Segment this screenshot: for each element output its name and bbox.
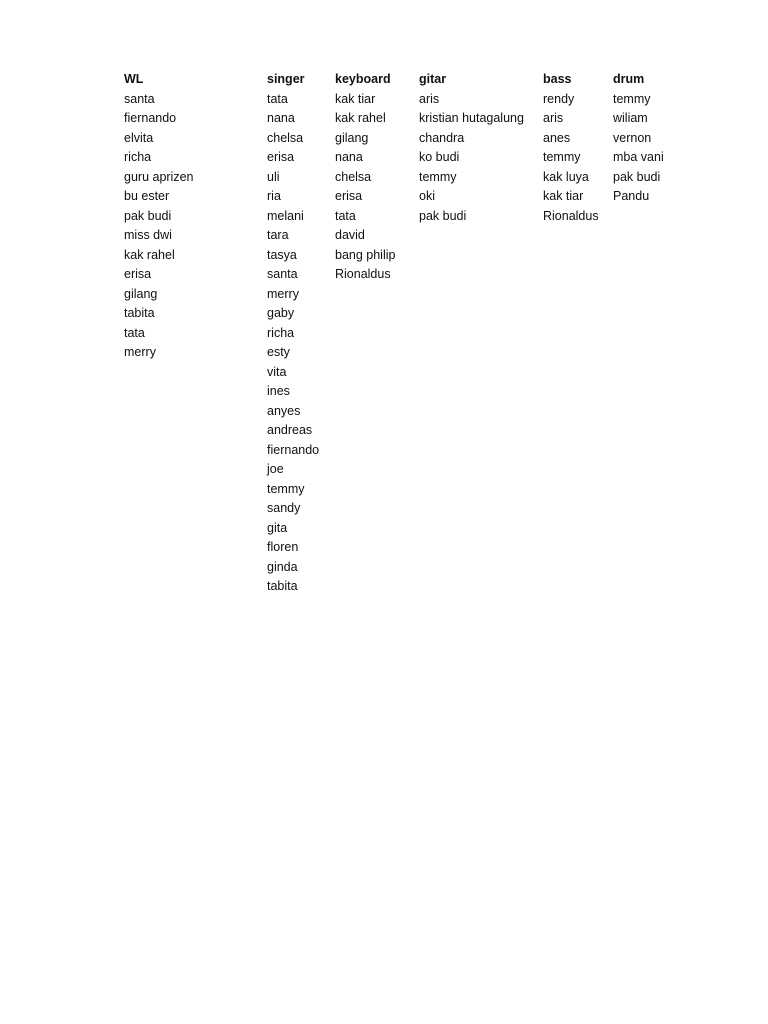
name-cell: anyes xyxy=(267,403,301,418)
name-cell: Rionaldus xyxy=(543,208,599,223)
name-cell: kristian hutagalung xyxy=(419,111,524,125)
name-cell: gaby xyxy=(267,306,295,320)
name-cell: andreas xyxy=(267,423,313,437)
name-cell: pak budi xyxy=(613,169,661,184)
name-cell: tabita xyxy=(124,306,155,320)
name-cell: tara xyxy=(267,228,289,242)
name-cell: pak budi xyxy=(124,208,172,223)
name-cell: guru aprizen xyxy=(124,169,194,184)
name-cell: chelsa xyxy=(335,169,372,184)
name-cell: kak tiar xyxy=(335,91,376,106)
name-cell: aris xyxy=(543,111,564,125)
name-cell: kak tiar xyxy=(543,189,584,203)
column-header: bass xyxy=(543,72,572,86)
name-cell: rendy xyxy=(543,91,575,106)
name-cell: Rionaldus xyxy=(335,267,391,281)
name-cell: tasya xyxy=(267,247,297,262)
name-cell: aris xyxy=(419,91,440,106)
name-cell: sandy xyxy=(267,501,301,515)
name-cell: temmy xyxy=(613,91,651,106)
name-cell: floren xyxy=(267,540,299,554)
column-bass xyxy=(543,70,599,226)
name-cell: temmy xyxy=(543,150,581,164)
column-header: keyboard xyxy=(335,72,391,86)
name-cell: mba vani xyxy=(613,150,664,164)
name-cell: merry xyxy=(267,286,299,301)
column-keyboard xyxy=(335,70,395,285)
name-cell: kak rahel xyxy=(335,111,386,125)
name-cell: miss dwi xyxy=(124,228,172,242)
name-cell: bu ester xyxy=(124,189,170,203)
name-cell: melani xyxy=(267,208,304,223)
name-cell: santa xyxy=(267,267,298,281)
name-cell: chelsa xyxy=(267,130,304,145)
name-cell: temmy xyxy=(419,169,457,184)
name-cell: erisa xyxy=(335,189,363,203)
name-cell: vernon xyxy=(613,130,652,145)
name-cell: erisa xyxy=(124,267,152,281)
name-cell: Pandu xyxy=(613,189,650,203)
column-wl xyxy=(124,70,194,363)
name-cell: erisa xyxy=(267,150,295,164)
name-cell: kak luya xyxy=(543,169,589,184)
name-cell: uli xyxy=(267,169,280,184)
column-header: WL xyxy=(124,72,144,86)
name-cell: oki xyxy=(419,189,435,203)
column-header: drum xyxy=(613,72,645,86)
name-cell: richa xyxy=(267,325,295,340)
name-cell: merry xyxy=(124,345,156,359)
name-cell: joe xyxy=(267,462,284,476)
name-cell: anes xyxy=(543,130,571,145)
name-cell: richa xyxy=(124,150,152,164)
column-header: singer xyxy=(267,72,305,86)
name-cell: tata xyxy=(267,91,288,106)
name-cell: gita xyxy=(267,520,288,535)
name-cell: tata xyxy=(335,208,356,223)
name-cell: nana xyxy=(335,150,363,164)
name-cell: kak rahel xyxy=(124,247,175,262)
name-cell: gilang xyxy=(124,286,158,301)
name-cell: ko budi xyxy=(419,150,460,164)
column-gitar xyxy=(419,70,524,226)
name-cell: ria xyxy=(267,189,281,203)
name-cell: ines xyxy=(267,384,290,398)
name-cell: elvita xyxy=(124,130,154,145)
name-cell: wiliam xyxy=(613,111,648,125)
column-singer xyxy=(267,70,319,597)
name-cell: fiernando xyxy=(267,442,320,457)
name-cell: vita xyxy=(267,364,287,379)
name-cell: fiernando xyxy=(124,111,177,125)
name-cell: bang philip xyxy=(335,247,396,262)
name-cell: nana xyxy=(267,111,295,125)
name-cell: ginda xyxy=(267,559,298,574)
name-cell: gilang xyxy=(335,130,369,145)
name-cell: chandra xyxy=(419,130,465,145)
name-cell: temmy xyxy=(267,481,305,496)
name-cell: tata xyxy=(124,325,145,340)
name-cell: tabita xyxy=(267,579,298,593)
name-cell: david xyxy=(335,228,365,242)
column-drum xyxy=(613,70,664,207)
name-cell: santa xyxy=(124,91,155,106)
name-cell: pak budi xyxy=(419,208,467,223)
column-header: gitar xyxy=(419,72,447,86)
name-cell: esty xyxy=(267,345,290,359)
